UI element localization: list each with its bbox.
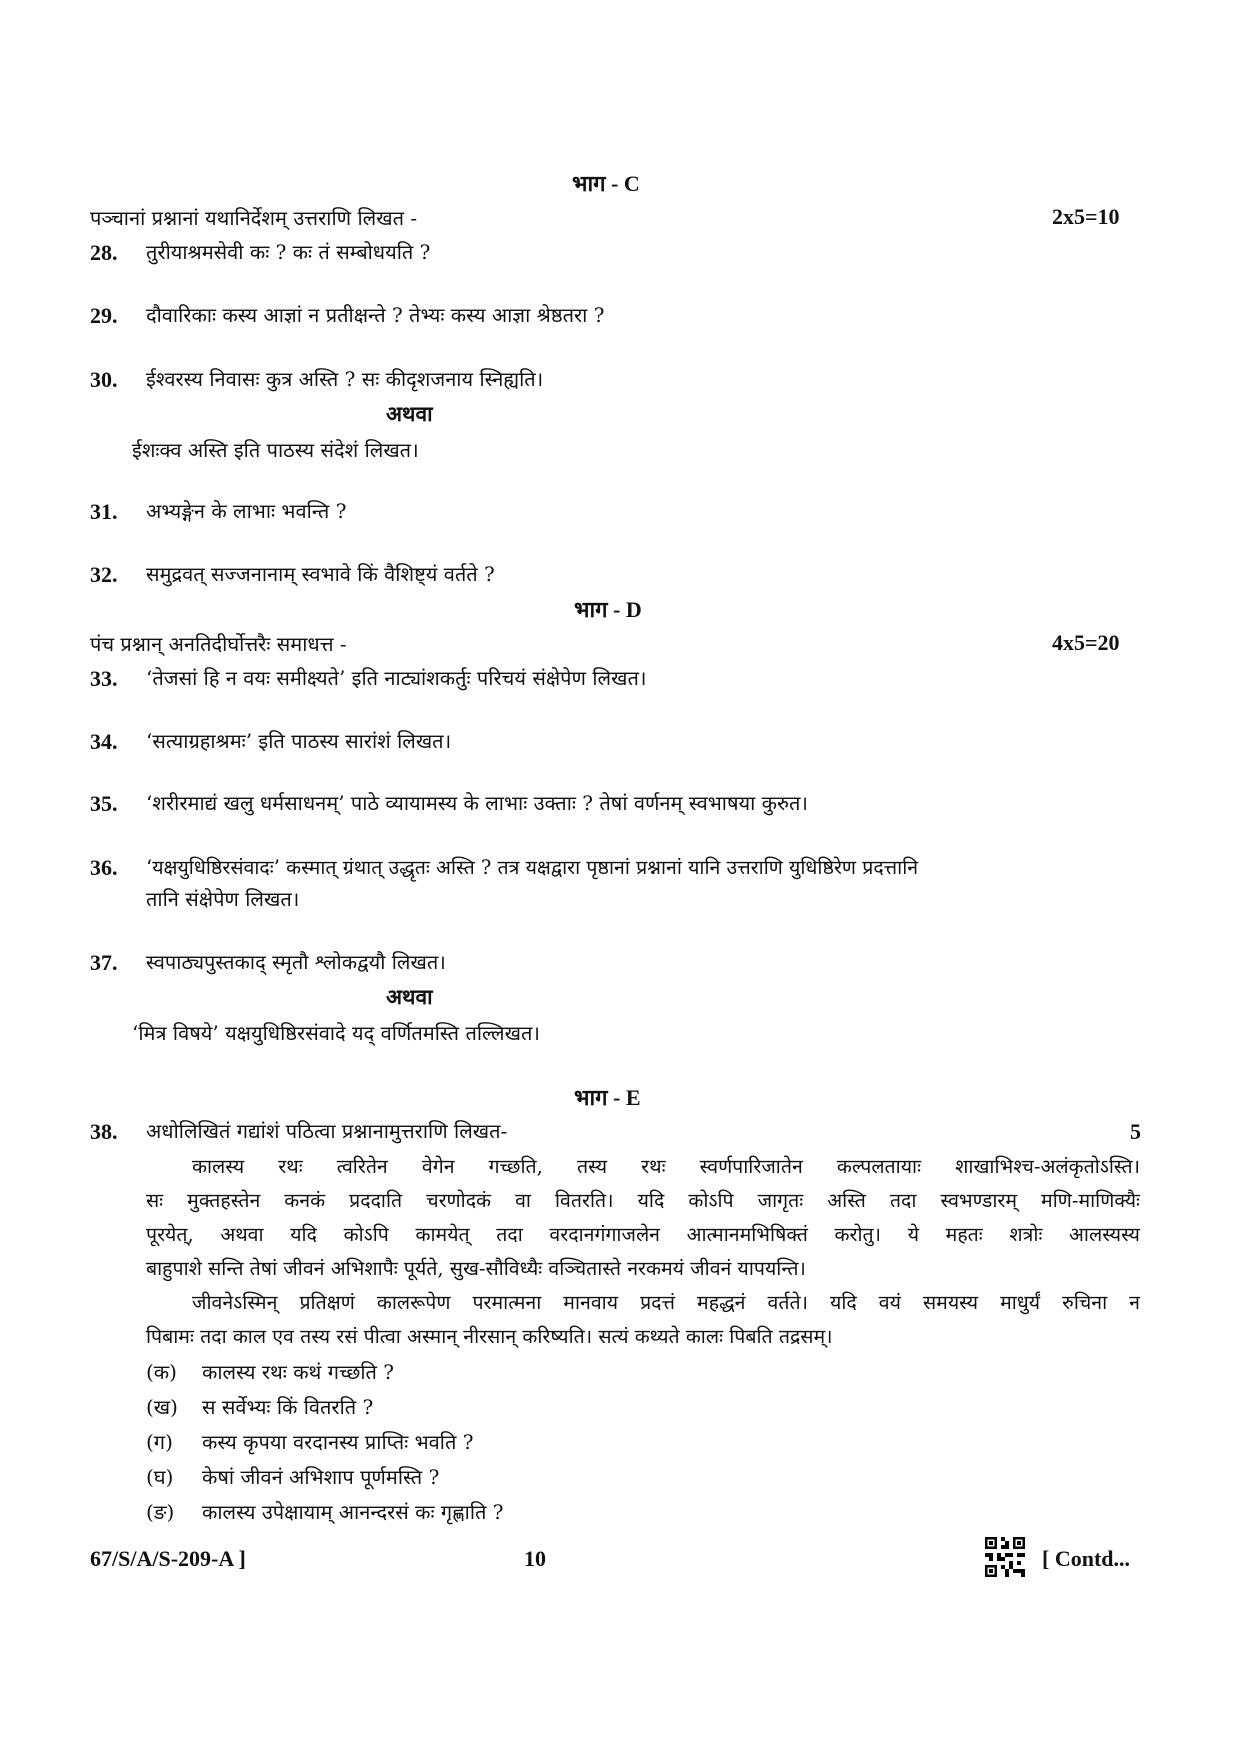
sub-question [146,1358,394,1385]
section-e-heading: भाग - E [574,1085,641,1110]
passage-line: बाहुपाशे सन्ति तेषां जीवनं अभिशापैः पूर्यते, सुख-सौविध्यैः वञ्चितास्ते नरकमयं जीवनं यापयन्ति। [146,1257,806,1280]
paper-code: 67/S/A/S-209-A ] [90,1546,246,1571]
question-number: 28. [90,240,118,265]
passage-line: पिबामः तदा काल एव तस्य रसं पीत्वा अस्मान् नीरसान् करिष्यति। सत्यं कथ्यते कालः पिबति तद्रसम्। [146,1325,833,1348]
sub-question-text: कस्य कृपया वरदानस्य प्राप्तिः भवति ? [202,1430,474,1454]
passage-line: पूरयेत्, अथवा यदि कोऽपि कामयेत् तदा वरदानगंगाजलेन आत्मानमभिषिक्तं करोतु। ये महतः शत्रोः आलस्यस्य [146,1223,1140,1246]
passage-paragraph-1 [146,1150,1140,1286]
question-text: स्वपाठ्यपुस्तकाद् स्मृतौ श्लोकद्वयौ लिखत। [146,950,446,974]
passage-line: कालस्य रथः त्वरितेन वेगेन गच्छति, तस्य रथः स्वर्णपारिजातेन कल्पलतायाः शाखाभिश्च-अलंकृतोऽस्ति। [192,1155,1140,1178]
section-e-marks: 5 [1130,1119,1141,1144]
sub-question-text: स सर्वेभ्यः किं वितरति ? [202,1395,374,1419]
passage-line: सः मुक्तहस्तेन कनकं प्रददाति चरणोदकं वा वितरति। यदि कोऽपि जागृतः अस्ति तदा स्वभण्डारम् मणि-माणिक्यैः [146,1189,1140,1212]
section-d-heading: भाग - D [574,597,642,622]
question-alt-text: ईशःक्व अस्ति इति पाठस्य संदेशं लिखत। [132,438,419,462]
or-separator: अथवा [386,401,433,426]
question-number: 32. [90,562,118,587]
question-text: दौवारिकाः कस्य आज्ञां न प्रतीक्षन्ते ? तेभ्यः कस्य आज्ञा श्रेष्ठतरा ? [146,303,605,327]
question-alt-text: ‘मित्र विषये’ यक्षयुधिष्ठिरसंवादे यद् वर्णितमस्ति तल्लिखत। [132,1021,540,1045]
question-number: 38. [90,1119,118,1144]
sub-question-label: (घ) [146,1465,174,1489]
sub-question-label: (ङ) [146,1500,175,1524]
question-text: ‘तेजसां हि न वयः समीक्ष्यते’ इति नाट्यांशकर्तुः परिचयं संक्षेपेण लिखत। [146,666,647,690]
sub-question [146,1463,439,1490]
question-number: 36. [90,855,118,880]
continued-label: [ Contd... [1042,1546,1131,1571]
or-separator: अथवा [386,984,433,1009]
section-c-heading: भाग - C [572,171,640,196]
page-number: 10 [524,1546,546,1571]
sub-question-text: कालस्य रथः कथं गच्छति ? [202,1360,394,1384]
section-c-marks: 2x5=10 [1052,204,1120,229]
question-number: 35. [90,791,118,816]
question-number: 34. [90,729,118,754]
section-d-marks: 4x5=20 [1052,630,1120,655]
sub-question-text: कालस्य उपेक्षायाम् आनन्दरसं कः गृह्णाति ? [202,1500,504,1524]
sub-question-label: (ग) [146,1430,173,1454]
question-number: 29. [90,303,118,328]
question-text: ‘शरीरमाद्यं खलु धर्मसाधनम्’ पाठे व्यायामस्य के लाभाः उक्ताः ? तेषां वर्णनम् स्वभाषया कुरुत। [146,791,808,815]
question-number: 33. [90,666,118,691]
sub-question [146,1428,473,1455]
question-number: 31. [90,499,118,524]
question-text: समुद्रवत् सज्जनानाम् स्वभावे किं वैशिष्ट्यं वर्तते ? [146,562,495,586]
question-number: 37. [90,950,118,975]
passage-instruction: अधोलिखितं गद्यांशं पठित्वा प्रश्नानामुत्तराणि लिखत- [146,1119,508,1143]
question-text: ईश्वरस्य निवासः कुत्र अस्ति ? सः कीदृशजनाय स्निह्यति। [146,367,544,391]
sub-question [146,1393,373,1420]
qr-code-icon [985,1537,1025,1577]
question-number: 30. [90,367,118,392]
section-c-instruction: पञ्चानां प्रश्नानां यथानिर्देशम् उत्तराणि लिखत - [90,206,418,230]
question-text-continued: तानि संक्षेपेण लिखत। [146,887,300,911]
question-text: ‘यक्षयुधिष्ठिरसंवादः’ कस्मात् ग्रंथात् उद्धृतः अस्ति ? तत्र यक्षद्वारा पृष्ठानां प्रश्नानां यानि उत्तराणि युधिष्ठिरेण प्रदत्तानि [146,856,919,879]
sub-question-label: (ख) [146,1395,178,1419]
question-text: ‘सत्याग्रहाश्रमः’ इति पाठस्य सारांशं लिखत। [146,729,452,753]
passage-line: जीवनेऽस्मिन् प्रतिक्षणं कालरूपेण परमात्मना मानवाय प्रदत्तं महद्धनं वर्तते। यदि वयं समयस्य माधुर्यं रुचिना न [192,1291,1140,1314]
passage-paragraph-2 [146,1286,1140,1354]
sub-question-label: (क) [146,1360,177,1384]
question-text: तुरीयाश्रमसेवी कः ? कः तं सम्बोधयति ? [146,240,431,264]
sub-question-text: केषां जीवनं अभिशाप पूर्णमस्ति ? [202,1465,440,1489]
sub-question [146,1498,504,1525]
question-text: अभ्यङ्गेन के लाभाः भवन्ति ? [146,499,347,523]
section-d-instruction: पंच प्रश्नान् अनतिदीर्घोत्तरैः समाधत्त - [90,632,347,656]
